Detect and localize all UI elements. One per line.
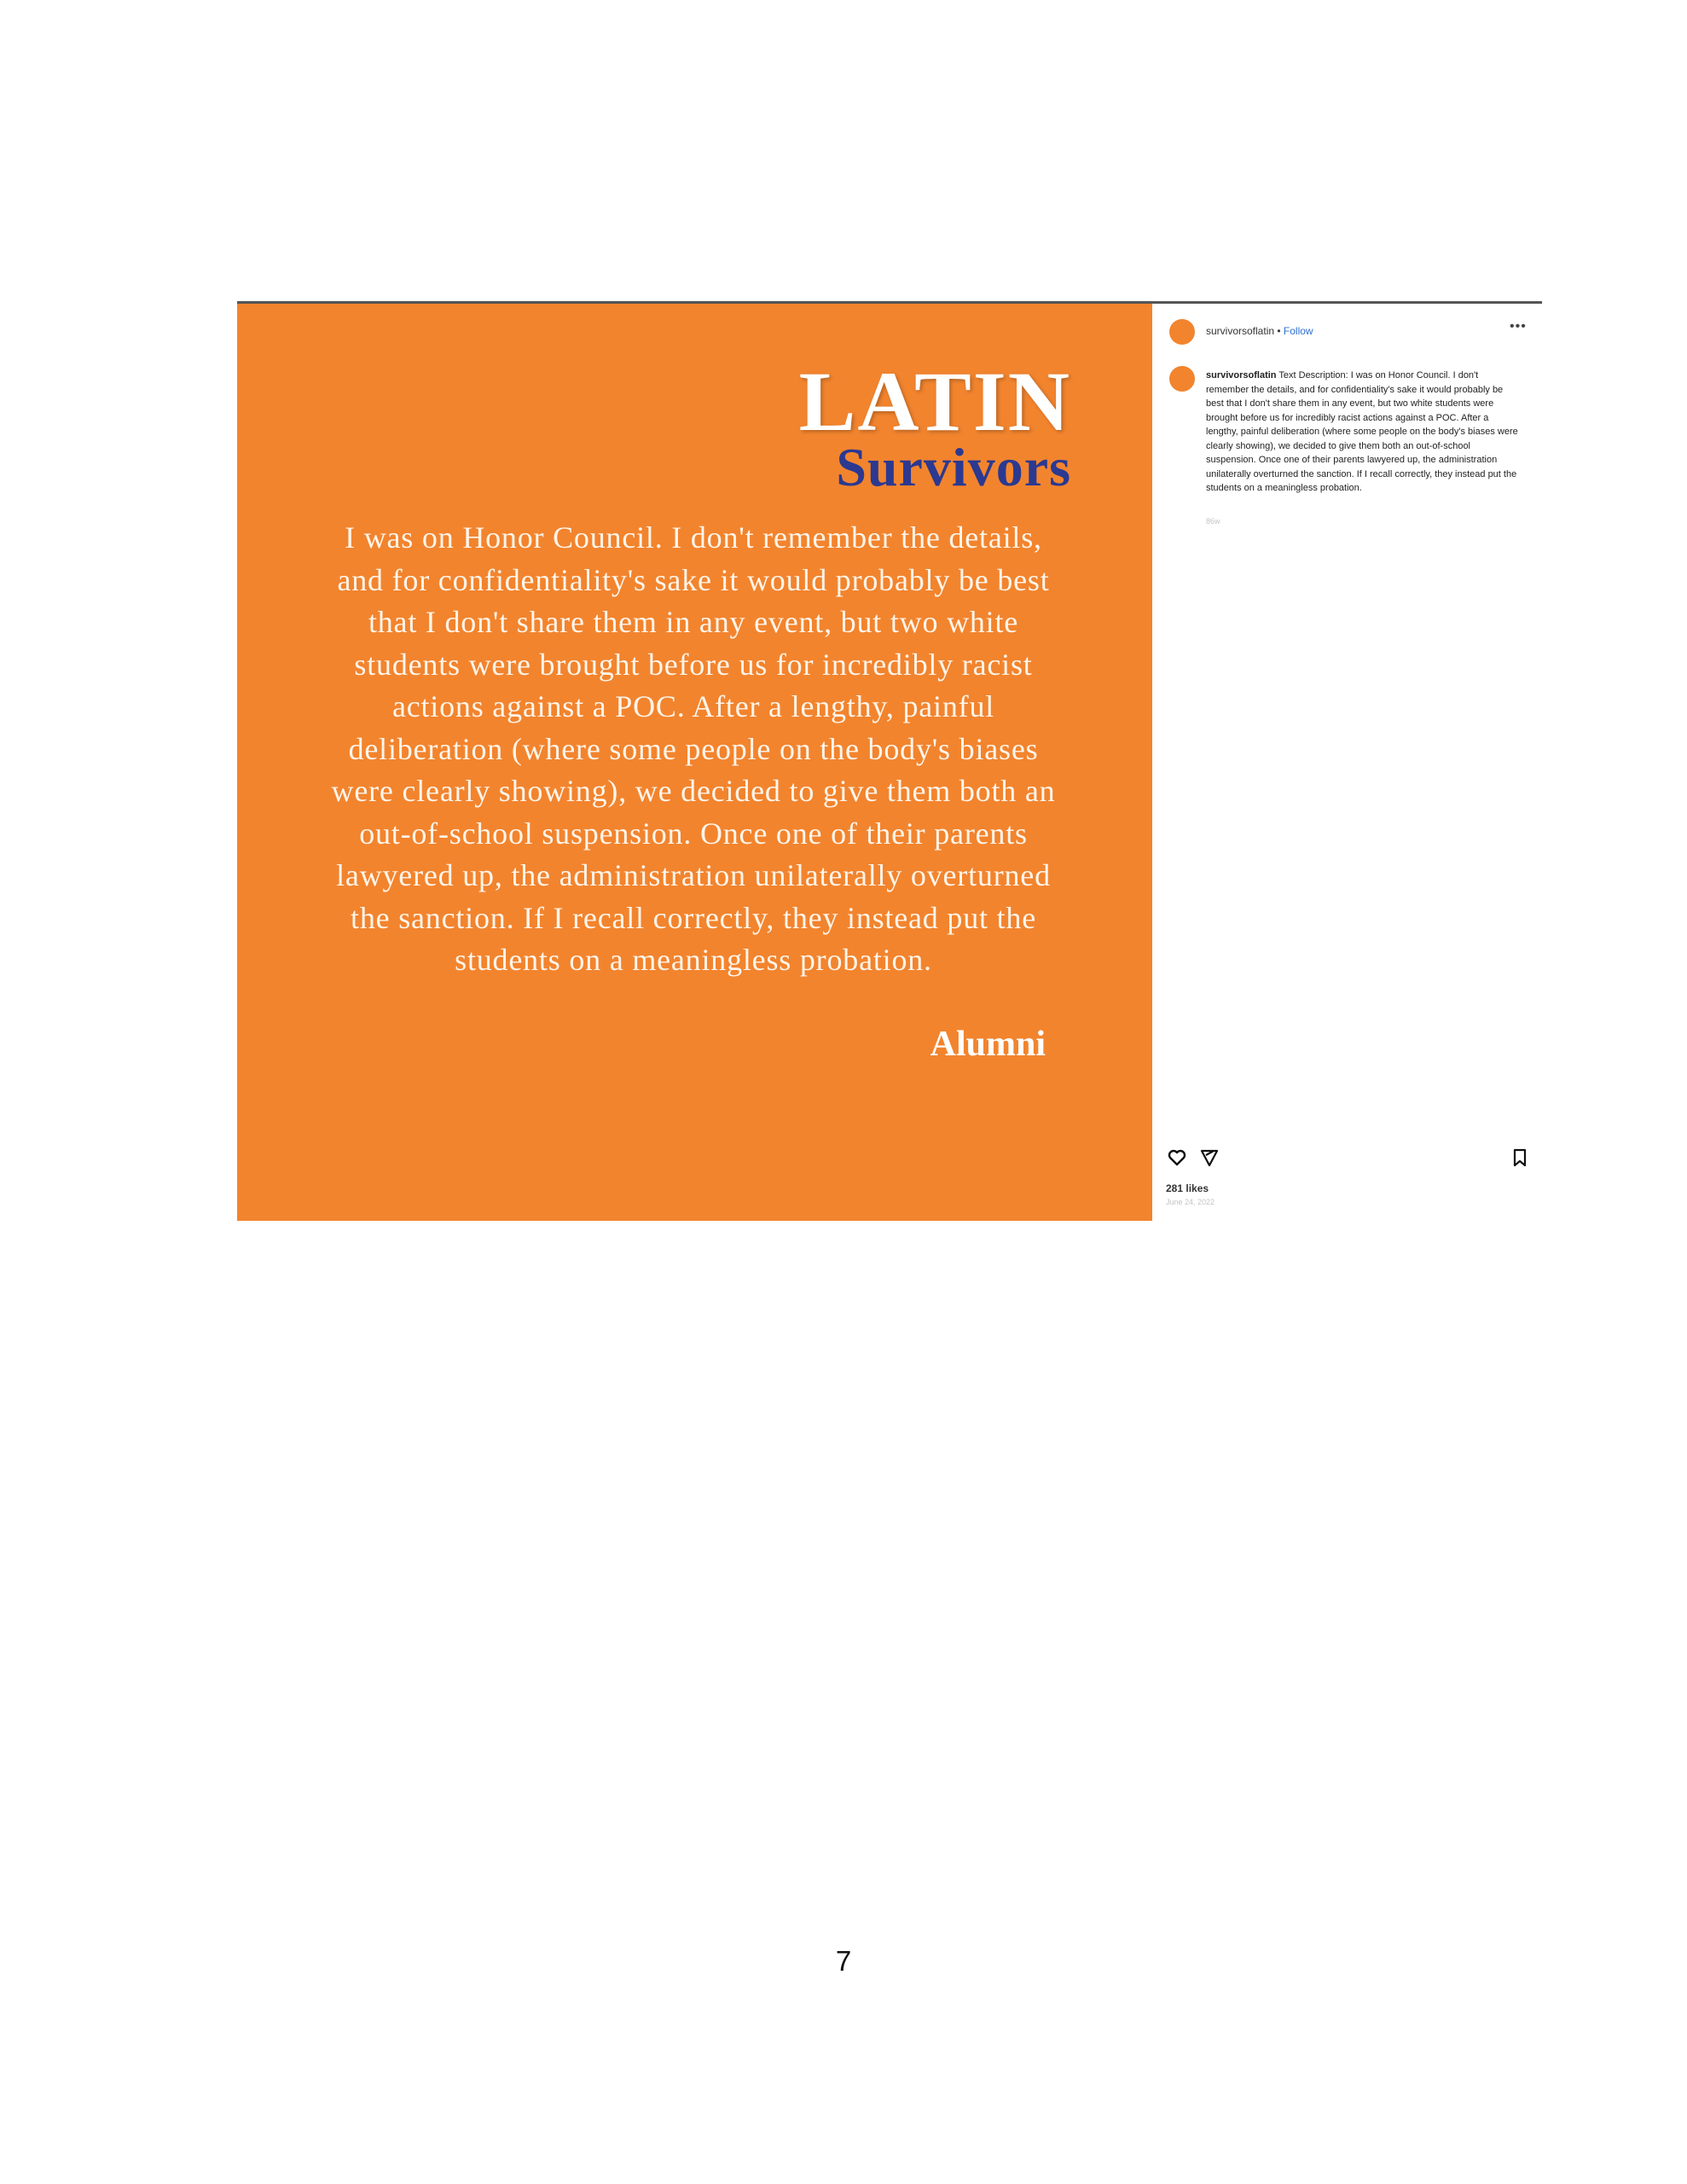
header-separator: • <box>1277 325 1281 337</box>
post-actions <box>1158 1147 1542 1170</box>
post-quote: I was on Honor Council. I don't remember the details, and for confidentiality's sake it would probably be best that I don't share them in any event, but two white students were brought before us for incredibly racist actions against a POC. After a lengthy, painful deliberation (where some people on the body's biases were clearly showing), we decided to give them both an out-of-school suspension. Once one of their parents lawyered up, the administration unilaterally overturned the sanction. If I recall correctly, they instead put the students on a meaningless probation. <box>331 520 1056 977</box>
post-caption <box>1206 369 1522 496</box>
page-number: 7 <box>835 1945 852 1977</box>
heart-icon[interactable] <box>1167 1147 1187 1172</box>
caption-avatar[interactable] <box>1169 366 1195 392</box>
more-horizontal-icon[interactable]: ••• <box>1510 319 1527 334</box>
post-sidebar <box>1158 304 1542 1221</box>
likes-count[interactable]: 281 likes <box>1166 1182 1209 1194</box>
header-username[interactable]: survivorsoflatin <box>1206 325 1275 337</box>
avatar[interactable] <box>1169 319 1195 345</box>
post-signature: Alumni <box>930 1025 1046 1064</box>
post-header <box>1206 325 1313 338</box>
post-image <box>237 304 1152 1221</box>
follow-button[interactable]: Follow <box>1283 325 1313 337</box>
bookmark-icon[interactable] <box>1510 1147 1529 1172</box>
caption-username[interactable]: survivorsoflatin <box>1206 370 1277 380</box>
post-title-latin: LATIN <box>798 354 1071 449</box>
send-icon[interactable] <box>1199 1147 1220 1172</box>
post-date: June 24, 2022 <box>1166 1198 1215 1206</box>
caption-text: Text Description: I was on Honor Council. I don't remember the details, and for confidentiality's sake it would probably be best that I don't share them in any event, but two white students were brought before us for incredibly racist actions against a POC. After a lengthy, painful deliberation (where some people on the body's biases were clearly showing), we decided to give them both an out-of-school suspension. Once one of their parents lawyered up, the administration unilaterally overturned the sanction. If I recall correctly, they instead put the students on a meaningless probation. <box>1206 370 1518 493</box>
post-title-survivors: Survivors <box>836 437 1071 497</box>
instagram-post-screenshot <box>237 301 1542 1221</box>
caption-time-ago: 86w <box>1206 517 1220 526</box>
